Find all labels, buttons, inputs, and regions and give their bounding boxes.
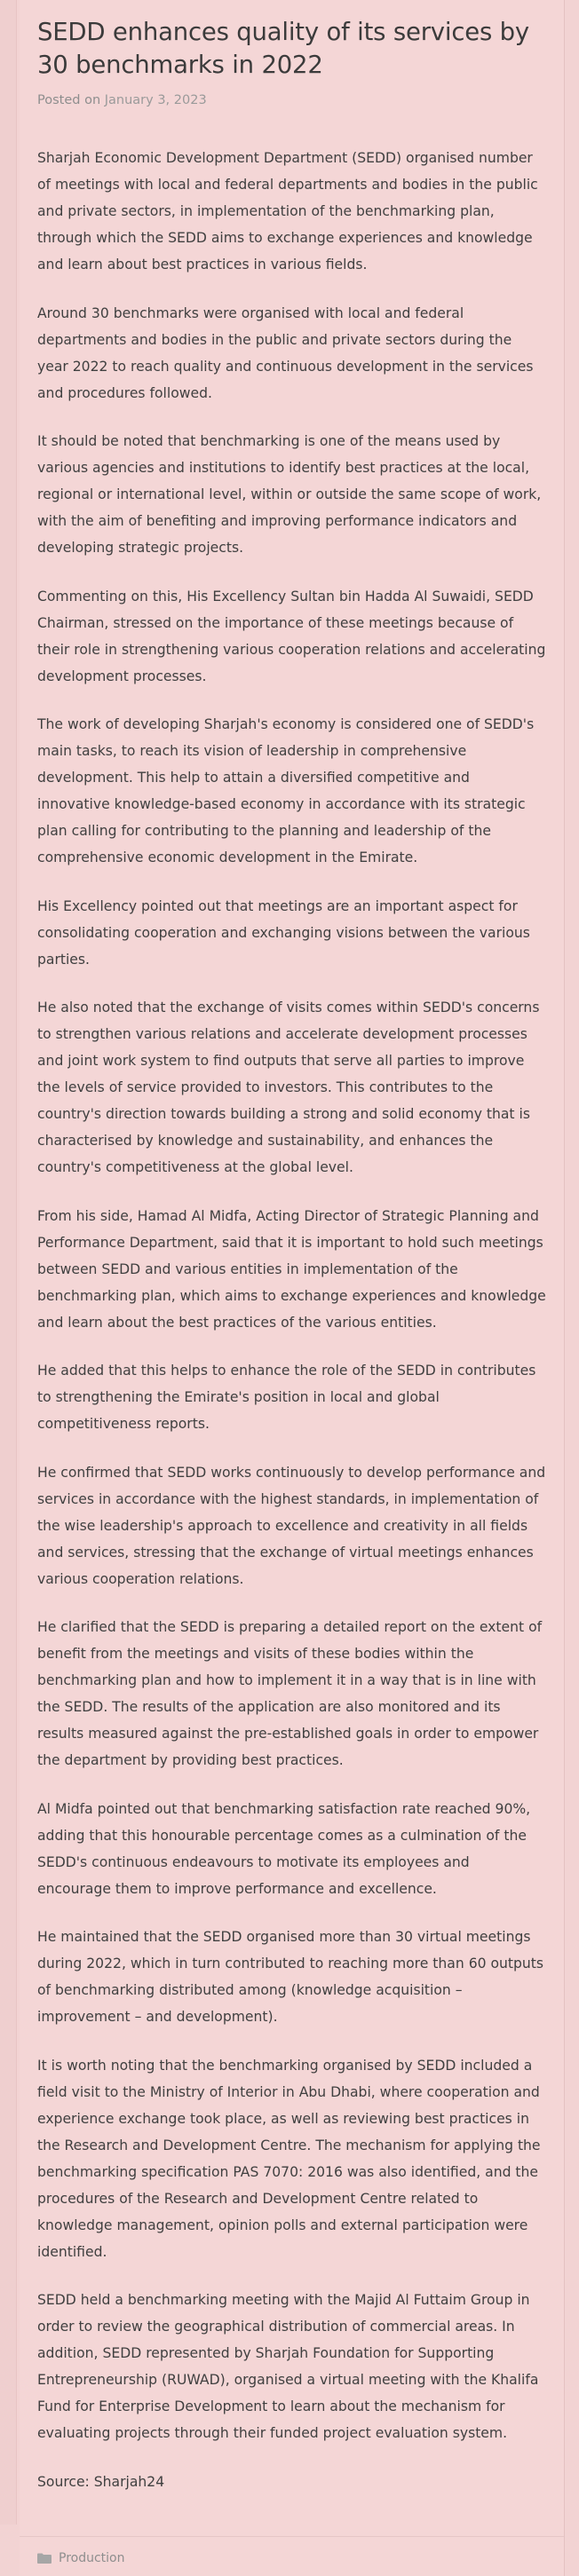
paragraph: His Excellency pointed out that meetings are an important aspect for consolidating cooperation and exchanging visions between the various parties. [37, 897, 530, 968]
paragraph: SEDD held a benchmarking meeting with the Majid Al Futtaim Group in order to review the geographical distribution of commercial areas. In addition, SEDD represented by Sharjah Foundation for Supporting Entrepreneurship (RUWAD), organised a virtual meeting with the Khalifa Fund for Enterprise Development to learn about the mechanism for evaluating projects through their funded project evaluation system. [37, 2292, 539, 2442]
paragraph: It is worth noting that the benchmarking organised by SEDD included a field visit to the Ministry of Interior in Abu Dhabi, where cooperation and experience exchange took place, as well as reviewing best practices in the Research and Development Centre. The mechanism for applying the benchmarking specification PAS 7070: 2016 was also identified, and the procedures of the Research and Development Centre related to knowledge management, opinion polls and external participation were identified. [37, 2057, 541, 2260]
paragraph: From his side, Hamad Al Midfa, Acting Director of Strategic Planning and Performance Department, said that it is important to hold such meetings between SEDD and various entities in implementation of the benchmarking plan, which aims to exchange experiences and knowledge and learn about the best practices of the various entities. [37, 1207, 546, 1331]
left-border [0, 0, 17, 2525]
paragraph: He confirmed that SEDD works continuously to develop performance and services in accordance with the highest standards, in implementation of the wise leadership's approach to excellence and creativity in all fields and services, stressing that the exchange of virtual meetings enhances various cooperation relations. [37, 1464, 546, 1587]
paragraph: He added that this helps to enhance the role of the SEDD in contributes to strengthening the Emirate's position in local and global competitiveness reports. [37, 1363, 536, 1433]
paragraph: Around 30 benchmarks were organised with local and federal departments and bodies in the public and private sectors during the year 2022 to reach quality and continuous development in the services and procedures followed. [37, 304, 534, 401]
footer-divider [20, 2536, 564, 2537]
paragraph: The work of developing Sharjah's economy is considered one of SEDD's main tasks, to reach its vision of leadership in comprehensive development. This help to attain a diversified competitive and innovative knowledge-based economy in accordance with its strategic plan calling for contributing to the planning and leadership of the comprehensive economic development in the Emirate. [37, 716, 535, 866]
paragraph: He clarified that the SEDD is preparing a detailed report on the extent of benefit from the meetings and visits of these bodies within the benchmarking plan and how to implement it in a way that is in line with the SEDD. The results of the application are also monitored and its results measured against the pre-established goals in order to empower the department by providing best practices. [37, 1619, 543, 1769]
post-date[interactable]: January 3, 2023 [104, 93, 207, 108]
article-title: SEDD enhances quality of its services by 30 benchmarks in 2022 [37, 18, 529, 80]
entry-footer [37, 2551, 546, 2576]
post-meta [37, 93, 546, 107]
paragraph: It should be noted that benchmarking is one of the means used by various agencies and institutions to identify best practices at the local, regional or international level, within or outside the same scope of work, with the aim of benefiting and improving performance indicators and developing strategic projects. [37, 433, 542, 557]
article [20, 0, 565, 2576]
category-link[interactable]: Production [59, 2550, 125, 2565]
article-body [37, 145, 546, 2446]
posted-prefix: Posted on [37, 93, 101, 108]
paragraph: Commenting on this, His Excellency Sultan bin Hadda Al Suwaidi, SEDD Chairman, stressed on the importance of these meetings because of their role in strengthening various cooperation relations and accelerating development processes. [37, 588, 546, 684]
paragraph: Sharjah Economic Development Department (SEDD) organised number of meetings with local and federal departments and bodies in the public and private sectors, in implementation of the benchmarking plan, through which the SEDD aims to exchange experiences and knowledge and learn about best practices in various fields. [37, 150, 538, 273]
paragraph: Al Midfa pointed out that benchmarking satisfaction rate reached 90%, adding that this honourable percentage comes as a culmination of the SEDD's continuous endeavours to motivate its employees and encourage them to improve performance and excellence. [37, 1800, 531, 1897]
article-source: Source: Sharjah24 [37, 2473, 165, 2490]
folder-icon [37, 2553, 52, 2564]
paragraph: He maintained that the SEDD organised more than 30 virtual meetings during 2022, which in turn contributed to reaching more than 60 outputs of benchmarking distributed among (knowledge acquisition – improvement – and development). [37, 1929, 544, 2026]
paragraph: He also noted that the exchange of visits comes within SEDD's concerns to strengthen various relations and accelerate development processes and joint work system to find outputs that serve all parties to improve the levels of service provided to investors. This contributes to the country's direction towards building a strong and solid economy that is characterised by knowledge and sustainability, and enhances the country's competitiveness at the global level. [37, 1000, 540, 1176]
